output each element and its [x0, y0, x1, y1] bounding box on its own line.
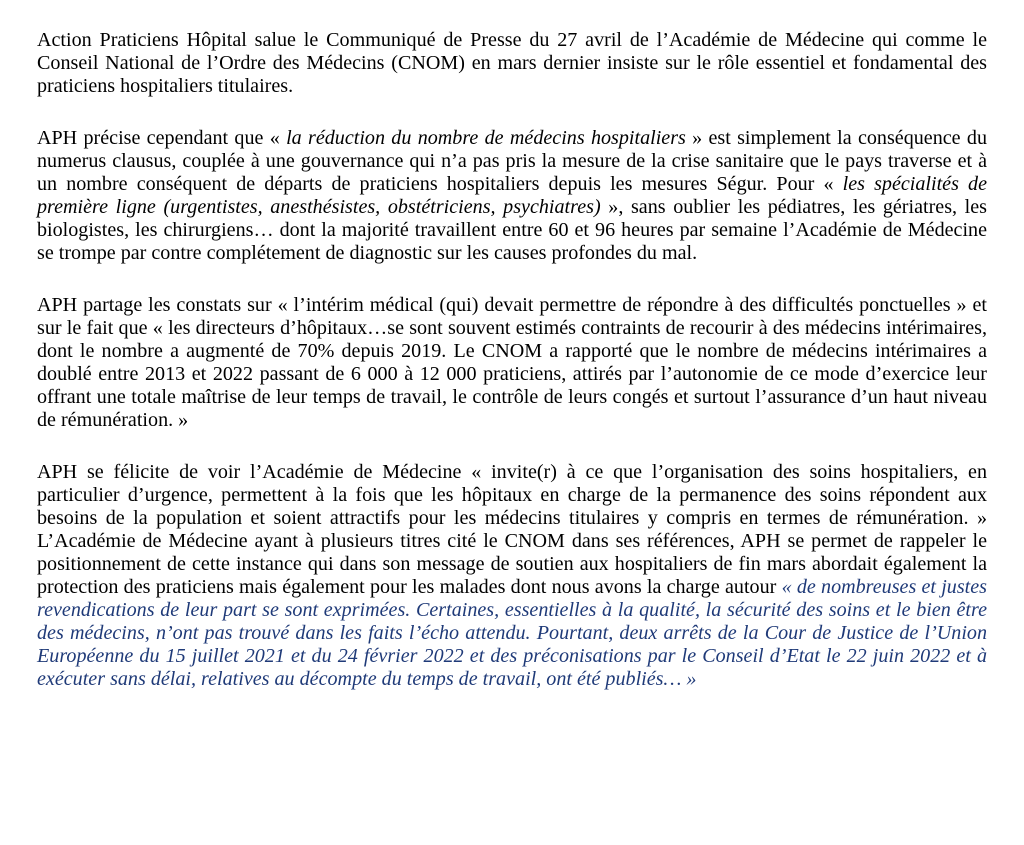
- precision-quote-2: les spécialités de première ligne (urgentistes, anesthésistes, obstétriciens, psychiatres): [37, 173, 987, 218]
- precision-text-2: » est simplement la conséquence du numerus clausus, couplée à une gouvernance qui n’a pas pris la mesure de la crise sanitaire que le pays traverse et à un nombre conséquent de départs de praticiens hospitaliers depuis les mesures Ségur. Pour «: [37, 127, 987, 195]
- interim-text: APH partage les constats sur « l’intérim médical (qui) devait permettre de répondre à des difficultés ponctuelles » et sur le fait que « les directeurs d’hôpitaux…se sont souvent estimés contraints de recourir à des médecins intérimaires, dont le nombre a augmenté de 70% depuis 2019. Le CNOM a rapporté que le nombre de médecins intérimaires a doublé entre 2013 et 2022 passant de 6 000 à 12 000 praticiens, attirés par l’autonomie de ce mode d’exercice leur offrant une totale maîtrise de leur temps de travail, le contrôle de leurs congés et surtout l’assurance d’un haut niveau de rémunération. »: [37, 294, 987, 431]
- precision-text-3: », sans oublier les pédiatres, les gériatres, les biologistes, les chirurgiens… dont la majorité travaillent entre 60 et 96 heures par semaine l’Académie de Médecine se trompe par contre complétement de diagnostic sur les causes profondes du mal.: [37, 196, 987, 264]
- precision-text-1: APH précise cependant que «: [37, 127, 287, 149]
- intro-text: Action Praticiens Hôpital salue le Communiqué de Presse du 27 avril de l’Académie de Médecine qui comme le Conseil National de l’Ordre des Médecins (CNOM) en mars dernier insiste sur le rôle essentiel et fondamental des praticiens hospitaliers titulaires.: [37, 29, 987, 97]
- paragraph-precision: [37, 127, 987, 265]
- paragraph-intro: [37, 29, 987, 98]
- precision-quote-1: la réduction du nombre de médecins hospitaliers: [286, 127, 686, 149]
- felicitation-text: APH se félicite de voir l’Académie de Médecine « invite(r) à ce que l’organisation des soins hospitaliers, en particulier d’urgence, permettent à la fois que les hôpitaux en charge de la permanence des soins répondent aux besoins de la population et soient attractifs pour les médecins titulaires y compris en termes de rémunération. » L’Académie de Médecine ayant à plusieurs titres cité le CNOM dans ses références, APH se permet de rappeler le positionnement de cette instance qui dans son message de soutien aux hospitaliers de fin mars abordait également la protection des praticiens mais également pour les malades dont nous avons la charge autour: [37, 461, 987, 598]
- paragraph-interim: [37, 294, 987, 432]
- cnom-quote: « de nombreuses et justes revendications de leur part se sont exprimées. Certaines, essentielles à la qualité, la sécurité des soins et le bien être des médecins, n’ont pas trouvé dans les faits l’écho attendu. Pourtant, deux arrêts de la Cour de Justice de l’Union Européenne du 15 juillet 2021 et du 24 février 2022 et des préconisations par le Conseil d’Etat le 22 juin 2022 et à exécuter sans délai, relatives au décompte du temps de travail, ont été publiés… »: [37, 576, 987, 690]
- paragraph-felicitation: [37, 461, 987, 691]
